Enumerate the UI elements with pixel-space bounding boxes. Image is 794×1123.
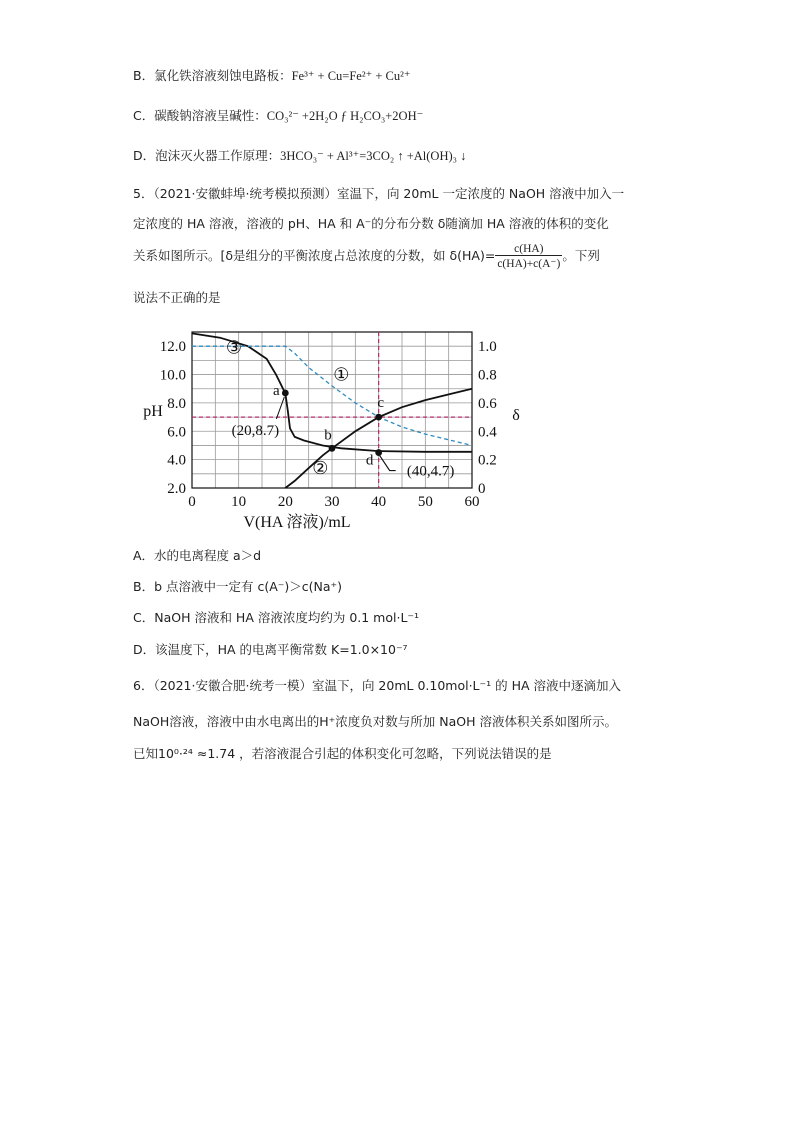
y-left-tick-label: 2.0	[167, 481, 186, 497]
x-tick-label: 10	[231, 494, 247, 510]
leader-line-d	[380, 456, 396, 471]
y-left-tick-label: 6.0	[167, 424, 186, 441]
x-tick-label: 40	[371, 494, 387, 510]
leader-line-a	[276, 397, 284, 419]
x-tick-label: 50	[417, 494, 433, 510]
series-label: ②	[312, 458, 329, 479]
option-d-line	[133, 146, 466, 164]
option-b-equation: Fe³⁺ + Cu=Fe²⁺ + Cu²⁺	[291, 69, 411, 83]
option-c-text: C．碳酸钠溶液呈碱性：	[133, 108, 267, 123]
q5-line-4: 说法不正确的是	[133, 290, 221, 305]
y-left-tick-label: 12.0	[159, 339, 186, 356]
q5-option-c: C．NaOH 溶液和 HA 溶液浓度均约为 0.1 mol·L⁻¹	[133, 610, 420, 625]
x-axis-label: V(HA 溶液)/mL	[243, 514, 351, 531]
y-left-tick-label: 4.0	[167, 452, 186, 469]
point-c	[375, 414, 382, 421]
q5-option-b: B．b 点溶液中一定有 c(A⁻)＞c(Na⁺)	[133, 579, 342, 594]
fraction-denominator: c(HA)+c(A⁻)	[497, 258, 561, 270]
series-label: ①	[333, 364, 350, 385]
point-label-d: d	[365, 452, 374, 469]
option-d-equation: 3HCO₃⁻ + Al³⁺=3CO₂ ↑ +Al(OH)₃ ↓	[280, 149, 467, 163]
option-d-text: D．泡沫灭火器工作原理：	[133, 148, 281, 163]
point-label-a: a	[272, 382, 280, 399]
y-right-tick-label: 0.2	[478, 452, 497, 469]
option-c-line	[133, 106, 423, 124]
y-right-tick-label: 1.0	[478, 339, 497, 356]
q5-option-d: D．该温度下，HA 的电离平衡常数 K=1.0×10⁻⁷	[133, 642, 408, 657]
option-b-text: B．氯化铁溶液刻蚀电路板：	[133, 68, 292, 83]
point-b	[329, 445, 336, 452]
x-tick-label: 0	[188, 494, 196, 510]
ph-distribution-chart	[133, 312, 520, 534]
point-label-b: b	[324, 427, 332, 444]
point-d	[375, 449, 382, 456]
q6-line-3: 已知10⁰·²⁴ ≈1.74 ，若溶液混合引起的体积变化可忽略，下列说法错误的是	[133, 746, 552, 761]
y-left-tick-label: 10.0	[159, 367, 186, 384]
q5-option-a: A．水的电离程度 a＞d	[133, 548, 262, 563]
q5-line-3-end: 。下列	[562, 248, 600, 263]
y-left-tick-label: 8.0	[167, 395, 186, 412]
option-b-line	[133, 66, 410, 84]
delta-fraction	[495, 243, 562, 270]
x-tick-label: 60	[464, 494, 480, 510]
q6-line-2: NaOH溶液，溶液中由水电离出的H⁺浓度负对数与所加 NaOH 溶液体积关系如图所示。	[133, 714, 617, 729]
y-right-tick-label: 0	[478, 481, 486, 497]
q6-line-1: 6．（2021·安徽合肥·统考一模）室温下，向 20mL 0.10mol·L⁻¹ 的 HA 溶液中逐滴加入	[133, 678, 622, 693]
y-right-tick-label: 0.4	[478, 424, 497, 441]
q5-line-3	[133, 243, 600, 270]
annotation-a: (20,8.7)	[231, 422, 280, 439]
option-c-equation: CO₃²⁻ +2H₂O ƒ H₂CO₃+2OH⁻	[266, 109, 424, 123]
x-tick-label: 20	[277, 494, 293, 510]
series-label: ③	[225, 337, 243, 358]
q5-line-2: 定浓度的 HA 溶液，溶液的 pH、HA 和 A⁻的分布分数 δ随滴加 HA 溶液的体积的变化	[133, 216, 609, 231]
q5-line-1: 5．（2021·安徽蚌埠·统考模拟预测）室温下，向 20mL 一定浓度的 NaOH 溶液中加入一	[133, 186, 625, 201]
fraction-numerator: c(HA)	[495, 243, 562, 256]
y-right-tick-label: 0.8	[478, 367, 497, 384]
y-left-axis-label: pH	[143, 403, 163, 420]
q5-line-3-text: 关系如图所示。[δ是组分的平衡浓度占总浓度的分数，如 δ(HA)=	[133, 248, 496, 263]
y-right-axis-label: δ	[512, 407, 520, 424]
point-label-c: c	[377, 395, 385, 412]
y-right-tick-label: 0.6	[478, 395, 497, 412]
point-a	[282, 390, 289, 397]
annotation-d: (40,4.7)	[406, 463, 455, 480]
x-tick-label: 30	[324, 494, 340, 510]
